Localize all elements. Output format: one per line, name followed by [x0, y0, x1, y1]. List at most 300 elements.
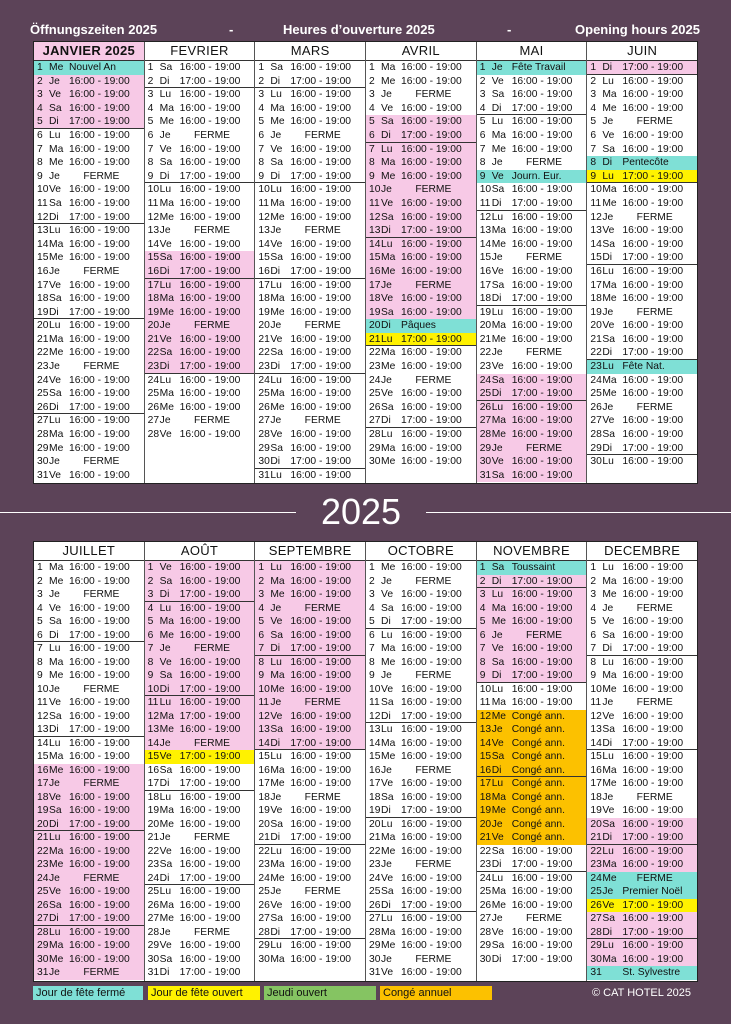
opening-hours: 17:00 - 19:00 [622, 832, 684, 843]
weekday: Lu [602, 845, 614, 857]
title-german: Öffnungszeiten 2025 [30, 22, 158, 37]
day-number: 5 [147, 116, 154, 128]
day-row [145, 129, 255, 143]
day-row [255, 455, 365, 469]
opening-hours: 16:00 - 19:00 [290, 157, 352, 169]
weekday: Sa [381, 791, 394, 803]
weekday: Di [491, 859, 502, 870]
day-number: 23 [147, 361, 160, 373]
day-number: 10 [479, 683, 492, 695]
weekday: Ve [49, 886, 62, 897]
opening-hours: 16:00 - 19:00 [179, 616, 241, 627]
opening-hours: 17:00 - 19:00 [622, 442, 684, 454]
opening-hours: 16:00 - 19:00 [179, 157, 241, 169]
weekday: Me [270, 306, 285, 318]
opening-hours: 16:00 - 19:00 [622, 724, 684, 735]
day-row [34, 845, 144, 859]
day-number: 14 [37, 737, 49, 749]
day-row [366, 224, 476, 238]
weekday: Lu [602, 265, 614, 277]
weekday: Sa [49, 388, 62, 400]
day-row [145, 912, 255, 926]
day-number: 3 [147, 589, 154, 600]
weekday: Lu [159, 886, 172, 897]
weekday: Je [602, 306, 614, 318]
weekday: Ma [159, 293, 174, 305]
weekday: Di [491, 102, 502, 114]
opening-hours: 16:00 - 19:00 [69, 940, 130, 951]
weekday: Ma [381, 926, 396, 938]
day-number: 15 [479, 252, 492, 264]
weekday: Ve [602, 129, 615, 141]
day-number: 25 [147, 388, 160, 400]
day-number: 2 [147, 575, 154, 587]
weekday: Lu [381, 429, 393, 441]
day-row [145, 642, 255, 656]
day-number: 11 [479, 197, 491, 209]
day-row [587, 374, 697, 388]
weekday: Je [49, 265, 60, 277]
day-row [587, 885, 697, 899]
opening-hours: 16:00 - 19:00 [179, 575, 241, 587]
day-row [145, 926, 255, 940]
opening-hours: 16:00 - 19:00 [290, 89, 352, 101]
day-number: 7 [590, 643, 597, 654]
weekday: Je [491, 252, 503, 264]
day-row [587, 156, 697, 170]
opening-hours: 16:00 - 19:00 [69, 845, 130, 857]
opening-hours: 16:00 - 19:00 [290, 429, 352, 441]
weekday: Sa [381, 697, 394, 708]
day-number: 29 [479, 940, 492, 951]
opening-hours: 17:00 - 19:00 [511, 293, 573, 305]
opening-hours: 16:00 - 19:00 [511, 116, 573, 128]
year-divider [0, 490, 731, 534]
opening-hours: 16:00 - 19:00 [401, 116, 462, 128]
day-number: 9 [258, 670, 265, 681]
weekday: Me [270, 211, 285, 223]
opening-hours: 16:00 - 19:00 [290, 575, 352, 587]
month-name: MARS [255, 42, 365, 61]
opening-hours: FERME [83, 872, 120, 884]
opening-hours: 16:00 - 19:00 [511, 265, 573, 277]
day-number: 23 [590, 361, 602, 373]
opening-hours: 16:00 - 19:00 [179, 697, 241, 708]
day-row [255, 156, 365, 170]
weekday: Je [159, 926, 171, 938]
day-number: 1 [479, 562, 486, 573]
day-row [255, 845, 365, 859]
opening-hours: Congé ann. [511, 737, 565, 749]
weekday: Ma [602, 764, 617, 776]
opening-hours: 16:00 - 19:00 [290, 805, 352, 816]
day-row [587, 764, 697, 778]
day-number: 30 [37, 456, 49, 468]
day-row [366, 197, 476, 211]
day-row [255, 170, 365, 184]
day-row [477, 414, 587, 428]
day-row [477, 197, 587, 211]
weekday: Ma [270, 764, 285, 776]
opening-hours: 16:00 - 19:00 [622, 913, 684, 924]
weekday: Lu [49, 225, 61, 237]
opening-hours: 16:00 - 19:00 [290, 469, 352, 481]
day-row [366, 615, 476, 629]
opening-hours: 16:00 - 19:00 [511, 401, 573, 413]
weekday: Ve [602, 225, 615, 237]
weekday: Di [270, 361, 281, 373]
opening-hours: 16:00 - 19:00 [401, 442, 462, 454]
opening-hours: 16:00 - 19:00 [179, 401, 241, 413]
opening-hours: 16:00 - 19:00 [179, 629, 241, 641]
weekday: Di [159, 589, 170, 600]
weekday: Je [270, 225, 282, 237]
day-number: 15 [479, 751, 492, 762]
day-number: 31 [590, 967, 602, 978]
opening-hours: 16:00 - 19:00 [622, 751, 684, 762]
weekday: Ma [159, 899, 174, 911]
day-row [366, 642, 476, 656]
day-row [587, 197, 697, 211]
day-number: 24 [37, 872, 49, 884]
opening-hours: 16:00 - 19:00 [179, 953, 241, 965]
opening-hours: 17:00 - 19:00 [511, 102, 573, 114]
weekday: Me [381, 456, 396, 468]
opening-hours: 16:00 - 19:00 [179, 211, 241, 223]
day-row [255, 723, 365, 737]
opening-hours: 16:00 - 19:00 [622, 129, 684, 141]
day-number: 29 [147, 940, 160, 951]
opening-hours: 17:00 - 19:00 [622, 899, 684, 911]
weekday: Ve [49, 791, 62, 803]
day-number: 12 [590, 710, 602, 722]
day-number: 2 [479, 75, 486, 87]
opening-hours: 16:00 - 19:00 [69, 374, 130, 386]
weekday: Lu [49, 320, 61, 332]
weekday: Je [381, 859, 392, 870]
weekday: Je [270, 886, 282, 897]
weekday: Di [159, 778, 170, 789]
day-number: 19 [479, 306, 492, 318]
weekday: Me [491, 899, 506, 911]
opening-hours: 16:00 - 19:00 [622, 143, 684, 155]
weekday: Lu [270, 184, 282, 196]
weekday: Di [381, 710, 391, 722]
day-number: 20 [258, 320, 270, 332]
opening-hours: 16:00 - 19:00 [179, 279, 241, 291]
day-number: 14 [590, 238, 602, 250]
day-row [255, 899, 365, 913]
day-number: 10 [147, 184, 160, 196]
weekday: Di [602, 643, 613, 654]
weekday: Me [602, 197, 617, 209]
weekday: Sa [270, 62, 283, 73]
day-number: 6 [369, 129, 375, 141]
day-row [255, 279, 365, 293]
day-number: 30 [147, 953, 160, 965]
day-row [366, 845, 476, 859]
opening-hours: 16:00 - 19:00 [290, 197, 352, 209]
opening-hours: 16:00 - 19:00 [69, 616, 130, 627]
weekday: Je [270, 129, 282, 141]
opening-hours: 16:00 - 19:00 [179, 656, 241, 668]
opening-hours: 16:00 - 19:00 [290, 279, 352, 291]
day-number: 14 [37, 238, 49, 250]
day-number: 31 [37, 967, 49, 978]
weekday: Lu [159, 279, 172, 291]
opening-hours: 16:00 - 19:00 [401, 347, 462, 359]
day-row [366, 885, 476, 899]
day-row [145, 197, 255, 211]
day-row [477, 387, 587, 401]
weekday: Lu [270, 562, 282, 573]
opening-hours: 16:00 - 19:00 [622, 575, 684, 587]
weekday: Ma [49, 656, 64, 668]
day-number: 4 [147, 602, 154, 614]
weekday: Ve [159, 562, 172, 573]
day-row [366, 170, 476, 184]
weekday: Sa [381, 401, 394, 413]
opening-hours: 16:00 - 19:00 [179, 89, 241, 101]
day-number: 24 [147, 872, 160, 884]
day-row [145, 414, 255, 428]
legend-annual-leave: Congé annuel [380, 986, 492, 1000]
weekday: Me [602, 778, 617, 789]
weekday: Me [602, 388, 617, 400]
opening-hours: FERME [83, 170, 120, 182]
weekday: Me [159, 401, 174, 413]
day-row [477, 292, 587, 306]
weekday: Di [270, 456, 281, 468]
opening-hours: 16:00 - 19:00 [290, 238, 352, 250]
day-number: 26 [479, 401, 492, 413]
weekday: Di [49, 211, 59, 223]
opening-hours: 16:00 - 19:00 [511, 238, 573, 250]
opening-hours: FERME [415, 374, 452, 386]
day-number: 4 [258, 102, 265, 114]
opening-hours: FERME [193, 737, 231, 749]
day-number: 17 [258, 778, 270, 789]
day-row [587, 279, 697, 293]
day-row [34, 804, 144, 818]
day-number: 18 [369, 791, 381, 803]
opening-hours: 16:00 - 19:00 [69, 656, 130, 668]
day-row [366, 61, 476, 75]
day-number: 18 [147, 293, 160, 305]
day-row [477, 656, 587, 670]
day-row [34, 75, 144, 89]
day-row [145, 428, 255, 442]
day-number: 30 [590, 456, 602, 468]
day-number: 11 [590, 697, 602, 708]
day-row [366, 818, 476, 832]
day-number: 11 [479, 697, 491, 708]
day-row [34, 966, 144, 980]
day-row [145, 723, 255, 737]
day-number: 22 [479, 845, 492, 857]
day-row [34, 588, 144, 602]
day-row [477, 831, 587, 845]
day-number: 4 [590, 602, 597, 614]
day-number: 4 [479, 102, 486, 114]
day-number: 7 [37, 643, 43, 654]
day-number: 5 [369, 616, 375, 627]
weekday: Ma [270, 859, 285, 870]
day-row [255, 428, 365, 442]
weekday: Me [159, 306, 174, 318]
opening-hours: FERME [415, 279, 452, 291]
day-row [366, 455, 476, 469]
day-row [477, 401, 587, 415]
opening-hours: FERME [526, 629, 563, 641]
opening-hours: FERME [526, 913, 563, 924]
weekday: Sa [270, 157, 283, 169]
opening-hours: 16:00 - 19:00 [401, 238, 462, 250]
opening-hours: 16:00 - 19:00 [179, 724, 241, 735]
day-number: 19 [369, 306, 381, 318]
weekday: Di [491, 953, 502, 965]
opening-hours: 16:00 - 19:00 [401, 306, 462, 318]
weekday: Di [49, 724, 59, 735]
weekday: Ma [491, 320, 506, 332]
weekday: Di [381, 320, 391, 332]
day-row [477, 899, 587, 913]
opening-hours: 16:00 - 19:00 [69, 320, 130, 332]
weekday: Sa [270, 818, 283, 830]
year-title: 2025 [320, 491, 402, 532]
day-row [366, 442, 476, 456]
month-name: OCTOBRE [366, 542, 476, 561]
opening-hours: 16:00 - 19:00 [401, 697, 462, 708]
day-row [145, 669, 255, 683]
day-number: 13 [37, 724, 49, 735]
opening-hours: 17:00 - 19:00 [69, 306, 130, 318]
day-row [145, 966, 255, 980]
opening-hours: FERME [526, 157, 563, 169]
day-number: 20 [37, 320, 49, 332]
opening-hours: FERME [636, 602, 673, 614]
day-row [255, 387, 365, 401]
weekday: Je [270, 415, 282, 427]
day-row [34, 102, 144, 116]
opening-hours: 16:00 - 19:00 [290, 751, 352, 762]
weekday: Lu [49, 415, 61, 427]
opening-hours: 16:00 - 19:00 [69, 953, 130, 965]
opening-hours: 16:00 - 19:00 [401, 724, 462, 735]
day-number: 6 [258, 629, 265, 641]
day-number: 8 [590, 157, 597, 169]
weekday: Ve [602, 710, 615, 722]
day-row [34, 912, 144, 926]
day-row [477, 804, 587, 818]
day-number: 17 [258, 279, 270, 291]
opening-hours: Fête Travail [511, 62, 566, 73]
opening-hours: 16:00 - 19:00 [622, 238, 684, 250]
weekday: Sa [270, 347, 283, 359]
day-number: 17 [147, 778, 160, 789]
weekday: Ma [381, 643, 396, 654]
day-row [366, 129, 476, 143]
day-number: 30 [479, 456, 492, 468]
weekday: Di [491, 293, 502, 305]
weekday: Je [49, 778, 60, 789]
day-number: 15 [37, 252, 49, 264]
day-row [34, 224, 144, 238]
day-row [255, 602, 365, 616]
opening-hours: 16:00 - 19:00 [179, 197, 241, 209]
day-number: 17 [369, 279, 381, 291]
day-row [34, 360, 144, 374]
weekday: Je [159, 832, 171, 843]
weekday: Di [159, 872, 170, 884]
day-number: 29 [590, 940, 602, 951]
opening-hours: 16:00 - 19:00 [401, 656, 462, 668]
weekday: Je [49, 75, 60, 87]
day-number: 28 [258, 926, 270, 938]
opening-hours: 16:00 - 19:00 [290, 211, 352, 223]
day-number: 29 [479, 442, 492, 454]
day-number: 22 [147, 845, 160, 857]
weekday: Sa [602, 143, 615, 155]
day-number: 15 [147, 751, 160, 762]
opening-hours: 17:00 - 19:00 [179, 967, 241, 978]
opening-hours: 16:00 - 19:00 [179, 818, 241, 830]
opening-hours: 16:00 - 19:00 [511, 697, 573, 708]
opening-hours: 17:00 - 19:00 [179, 710, 241, 722]
day-row [145, 102, 255, 116]
opening-hours: 16:00 - 19:00 [401, 197, 462, 209]
weekday: Ve [49, 279, 62, 291]
day-row [255, 469, 365, 483]
day-number: 26 [37, 899, 49, 911]
weekday: Di [381, 616, 391, 627]
opening-hours: FERME [304, 886, 341, 897]
day-row [587, 575, 697, 589]
day-row [255, 953, 365, 967]
day-number: 23 [479, 361, 492, 373]
weekday: Sa [602, 238, 615, 250]
weekday: Je [381, 184, 392, 196]
weekday: Ma [602, 670, 617, 681]
day-number: 7 [147, 643, 154, 654]
day-number: 29 [258, 940, 270, 951]
weekday: Ma [270, 197, 285, 209]
day-row [587, 588, 697, 602]
opening-hours: FERME [83, 778, 120, 789]
weekday: Sa [602, 818, 615, 830]
day-row [145, 696, 255, 710]
day-number: 27 [37, 415, 49, 427]
weekday: Ma [49, 238, 64, 250]
weekday: Di [159, 170, 170, 182]
day-row [34, 374, 144, 388]
day-row [255, 575, 365, 589]
day-number: 22 [258, 845, 270, 857]
day-row [366, 575, 476, 589]
opening-hours: 17:00 - 19:00 [69, 211, 130, 223]
opening-hours: FERME [415, 89, 452, 101]
day-row [255, 737, 365, 751]
opening-hours: 16:00 - 19:00 [69, 75, 130, 87]
day-number: 17 [479, 279, 492, 291]
weekday: Je [159, 415, 171, 427]
day-row [587, 183, 697, 197]
day-row [145, 845, 255, 859]
opening-hours: 16:00 - 19:00 [622, 629, 684, 641]
opening-hours: 17:00 - 19:00 [622, 926, 684, 938]
day-number: 1 [590, 562, 597, 573]
weekday: Me [381, 940, 396, 951]
